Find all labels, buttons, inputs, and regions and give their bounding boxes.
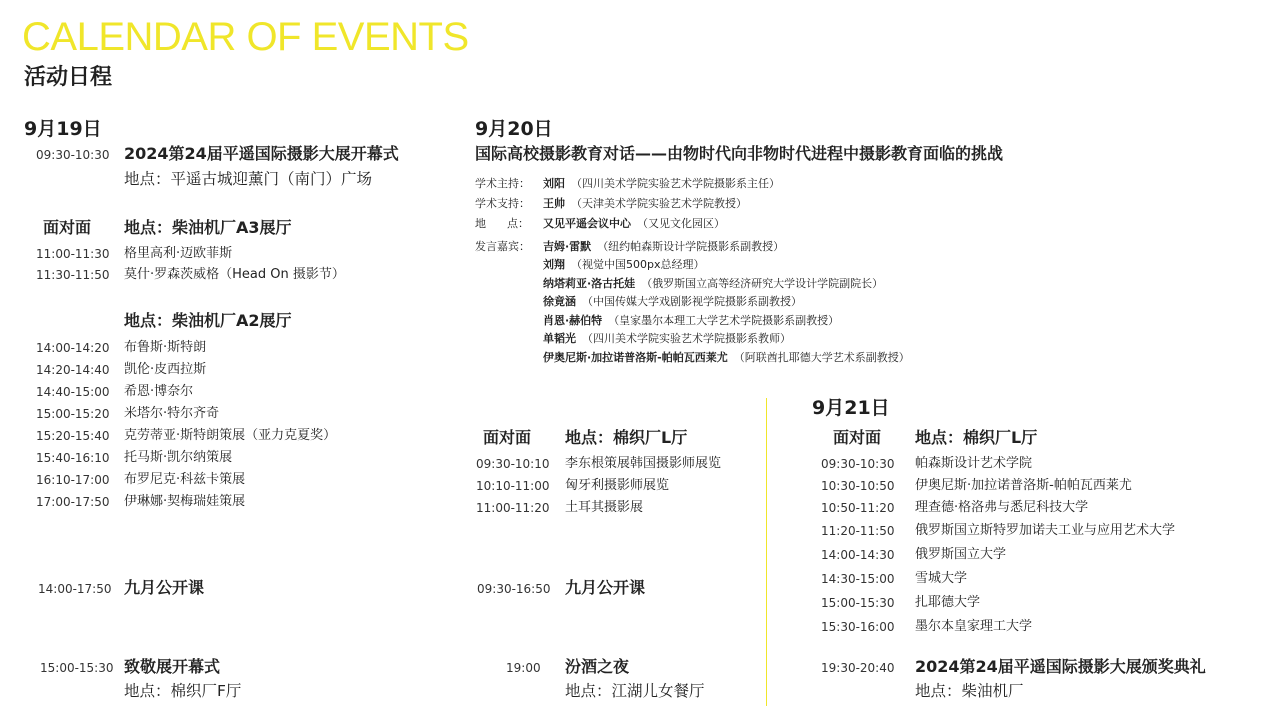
schedule-item: 伊奥尼斯·加拉诺普洛斯-帕帕瓦西莱尤	[915, 478, 1132, 493]
support-note: （天津美术学院实验艺术学院教授）	[571, 197, 747, 210]
day2-night-place: 地点：江湖儿女餐厅	[565, 682, 705, 700]
schedule-time: 11:20-11:50	[821, 524, 895, 538]
day2-course-title: 九月公开课	[565, 578, 646, 597]
day2-course-time: 09:30-16:50	[477, 582, 551, 596]
column-divider	[766, 398, 767, 706]
support-name: 王帅	[543, 197, 565, 210]
speaker-row	[543, 313, 839, 328]
host-note: （四川美术学院实验艺术学院摄影系主任）	[571, 177, 780, 190]
schedule-item: 布鲁斯·斯特朗	[124, 340, 207, 355]
schedule-time: 11:30-11:50	[36, 268, 110, 282]
speaker-name: 吉姆·雷默	[543, 240, 592, 253]
schedule-time: 15:00-15:30	[821, 596, 895, 610]
day1-f2f-label: 面对面	[43, 218, 92, 237]
schedule-time: 14:40-15:00	[36, 385, 110, 399]
schedule-time: 10:30-10:50	[821, 479, 895, 493]
page-title-en: CALENDAR OF EVENTS	[22, 15, 469, 59]
day1-opening-time: 09:30-10:30	[36, 148, 110, 162]
day2-date: 9月20日	[475, 118, 553, 140]
day3-f2f-label: 面对面	[833, 428, 882, 447]
day1-course-time: 14:00-17:50	[38, 582, 112, 596]
schedule-item: 希恩·博奈尔	[124, 384, 194, 399]
schedule-item: 理查德·格洛弗与悉尼科技大学	[915, 500, 1089, 515]
schedule-item: 李东根策展韩国摄影师展览	[565, 456, 722, 471]
day2-night-title: 汾酒之夜	[565, 657, 630, 676]
day1-a3-place: 地点：柴油机厂A3展厅	[124, 218, 292, 237]
day3-f2f-place: 地点：棉织厂L厅	[915, 428, 1038, 447]
speaker-note: （俄罗斯国立高等经济研究大学设计学院副院长）	[641, 277, 884, 290]
speaker-name: 单韬光	[543, 332, 576, 345]
schedule-time: 14:00-14:20	[36, 341, 110, 355]
schedule-item: 莫什·罗森茨威格（Head On 摄影节）	[124, 267, 345, 282]
schedule-item: 墨尔本皇家理工大学	[915, 619, 1033, 634]
schedule-item: 俄罗斯国立大学	[915, 547, 1007, 562]
schedule-time: 10:10-11:00	[476, 479, 550, 493]
day2-dialogue-title: 国际高校摄影教育对话——由物时代向非物时代进程中摄影教育面临的挑战	[475, 144, 1004, 163]
schedule-time: 14:20-14:40	[36, 363, 110, 377]
speaker-name: 伊奥尼斯·加拉诺普洛斯-帕帕瓦西莱尤	[543, 351, 728, 364]
day3-award-title: 2024第24届平遥国际摄影大展颁奖典礼	[915, 657, 1206, 676]
speaker-note: （四川美术学院实验艺术学院摄影系教师）	[582, 332, 791, 345]
schedule-time: 11:00-11:30	[36, 247, 110, 261]
venue-name: 又见平遥会议中心	[543, 217, 631, 230]
schedule-item: 扎耶德大学	[915, 595, 981, 610]
schedule-item: 雪城大学	[915, 571, 968, 586]
speaker-name: 刘翔	[543, 258, 565, 271]
schedule-time: 11:00-11:20	[476, 501, 550, 515]
schedule-item: 伊琳娜·契梅瑞娃策展	[124, 494, 246, 509]
schedule-time: 15:20-15:40	[36, 429, 110, 443]
speaker-note: （皇家墨尔本理工大学艺术学院摄影系副教授）	[608, 314, 840, 327]
speakers-label: 发言嘉宾：	[475, 240, 530, 253]
schedule-time: 15:00-15:20	[36, 407, 110, 421]
schedule-item: 布罗尼克·科兹卡策展	[124, 472, 246, 487]
day1-opening-place: 地点：平遥古城迎薰门（南门）广场	[124, 170, 373, 188]
schedule-time: 15:40-16:10	[36, 451, 110, 465]
venue-note: （又见文化园区）	[637, 217, 725, 230]
schedule-item: 克劳蒂亚·斯特朗策展（亚力克夏奖）	[124, 428, 337, 443]
day1-tribute-place: 地点：棉织厂F厅	[124, 682, 242, 700]
schedule-item: 俄罗斯国立斯特罗加诺夫工业与应用艺术大学	[915, 523, 1176, 538]
schedule-item: 凯伦·皮西拉斯	[124, 362, 207, 377]
host-row	[543, 176, 780, 191]
schedule-time: 09:30-10:10	[476, 457, 550, 471]
schedule-time: 10:50-11:20	[821, 501, 895, 515]
speaker-row	[543, 276, 883, 291]
day1-opening-title: 2024第24届平遥国际摄影大展开幕式	[124, 144, 399, 163]
day1-date: 9月19日	[24, 118, 102, 140]
speaker-name: 肖恩·赫伯特	[543, 314, 603, 327]
schedule-time: 14:30-15:00	[821, 572, 895, 586]
support-label: 学术支持：	[475, 197, 530, 210]
schedule-item: 格里高利·迈欧菲斯	[124, 246, 233, 261]
speaker-row	[543, 294, 802, 309]
day3-award-place: 地点：柴油机厂	[915, 682, 1024, 700]
day1-course-title: 九月公开课	[124, 578, 205, 597]
page-title-cn: 活动日程	[24, 65, 113, 90]
venue-label: 地 点：	[475, 217, 529, 230]
day1-tribute-title: 致敬展开幕式	[124, 657, 221, 676]
speaker-name: 纳塔莉亚·洛古托娃	[543, 277, 636, 290]
speaker-note: （中国传媒大学戏剧影视学院摄影系副教授）	[582, 295, 802, 308]
schedule-item: 米塔尔·特尔齐奇	[124, 406, 220, 421]
schedule-item: 土耳其摄影展	[565, 500, 644, 515]
day1-a2-place: 地点：柴油机厂A2展厅	[124, 311, 292, 330]
schedule-time: 16:10-17:00	[36, 473, 110, 487]
day3-date: 9月21日	[812, 397, 890, 419]
day2-night-time: 19:00	[506, 661, 541, 675]
host-name: 刘阳	[543, 177, 565, 190]
venue-row	[543, 216, 725, 231]
speaker-row	[543, 331, 791, 346]
speaker-note: （纽约帕森斯设计学院摄影系副教授）	[597, 240, 785, 253]
day2-f2f-place: 地点：棉织厂L厅	[565, 428, 688, 447]
speaker-row	[543, 239, 784, 254]
speaker-row	[543, 257, 705, 272]
speaker-name: 徐竟涵	[543, 295, 576, 308]
schedule-item: 匈牙利摄影师展览	[565, 478, 670, 493]
schedule-item: 帕森斯设计艺术学院	[915, 456, 1033, 471]
support-row	[543, 196, 747, 211]
schedule-item: 托马斯·凯尔纳策展	[124, 450, 233, 465]
day2-f2f-label: 面对面	[483, 428, 532, 447]
speaker-row	[543, 350, 910, 365]
schedule-time: 15:30-16:00	[821, 620, 895, 634]
day3-award-time: 19:30-20:40	[821, 661, 895, 675]
schedule-time: 09:30-10:30	[821, 457, 895, 471]
host-label: 学术主持：	[475, 177, 530, 190]
schedule-time: 14:00-14:30	[821, 548, 895, 562]
speaker-note: （阿联酋扎耶德大学艺术系副教授）	[733, 351, 910, 364]
speaker-note: （视觉中国500px总经理）	[571, 258, 705, 271]
schedule-time: 17:00-17:50	[36, 495, 110, 509]
day1-tribute-time: 15:00-15:30	[40, 661, 114, 675]
